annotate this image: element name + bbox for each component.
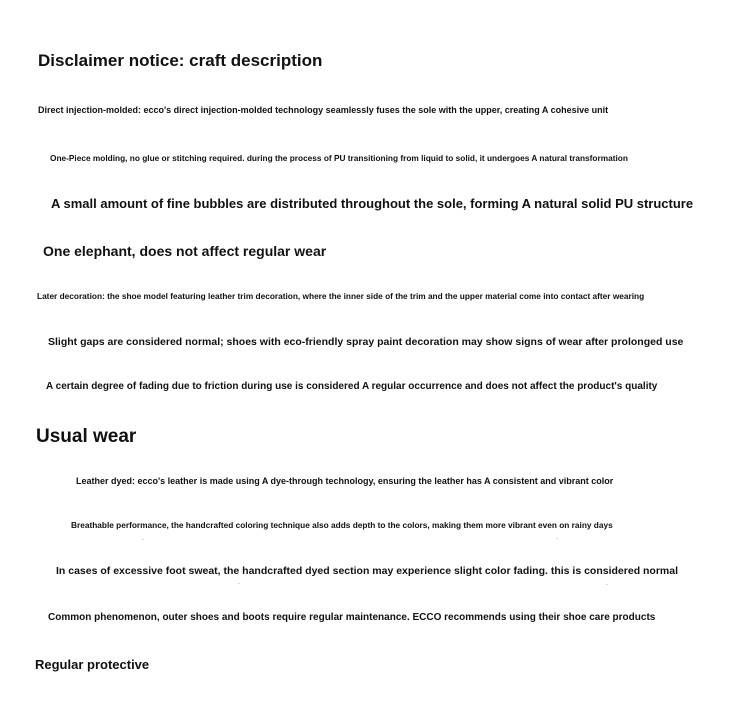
paragraph-line: A certain degree of fading due to friction during use is considered A regular occurrence and does not affect the product's quality [46, 381, 658, 392]
paragraph-line: Breathable performance, the handcrafted coloring technique also adds depth to the colors, making them more vibrant even on rainy days [71, 520, 613, 530]
speck-mark [238, 583, 240, 584]
paragraph-line: Slight gaps are considered normal; shoes with eco-friendly spray paint decoration may show signs of wear after prolonged use [48, 336, 684, 348]
speck-mark [142, 539, 144, 540]
speck-mark [556, 538, 558, 539]
paragraph-line: One elephant, does not affect regular wear [43, 243, 327, 259]
paragraph-line: Later decoration: the shoe model featuring leather trim decoration, where the inner side of the trim and the upper material come into contact after wearing [37, 291, 645, 301]
paragraph-line: In cases of excessive foot sweat, the handcrafted dyed section may experience slight color fading. this is considered normal [56, 565, 679, 577]
paragraph-line: Direct injection-molded: ecco's direct injection-molded technology seamlessly fuses the sole with the upper, creating A cohesive unit [38, 105, 609, 115]
section-heading-usual-wear: Usual wear [36, 426, 137, 447]
section-heading-disclaimer: Disclaimer notice: craft description [38, 51, 323, 70]
paragraph-line: Common phenomenon, outer shoes and boots require regular maintenance. ECCO recommends using their shoe care products [48, 612, 656, 623]
paragraph-line: One-Piece molding, no glue or stitching required. during the process of PU transitioning from liquid to solid, it undergoes A natural transformation [50, 153, 628, 163]
speck-mark [606, 584, 608, 585]
paragraph-line: Regular protective [35, 657, 150, 672]
paragraph-line: A small amount of fine bubbles are distributed throughout the sole, forming A natural solid PU structure [51, 196, 694, 211]
paragraph-line: Leather dyed: ecco's leather is made using A dye-through technology, ensuring the leather has A consistent and vibrant color [76, 476, 614, 486]
